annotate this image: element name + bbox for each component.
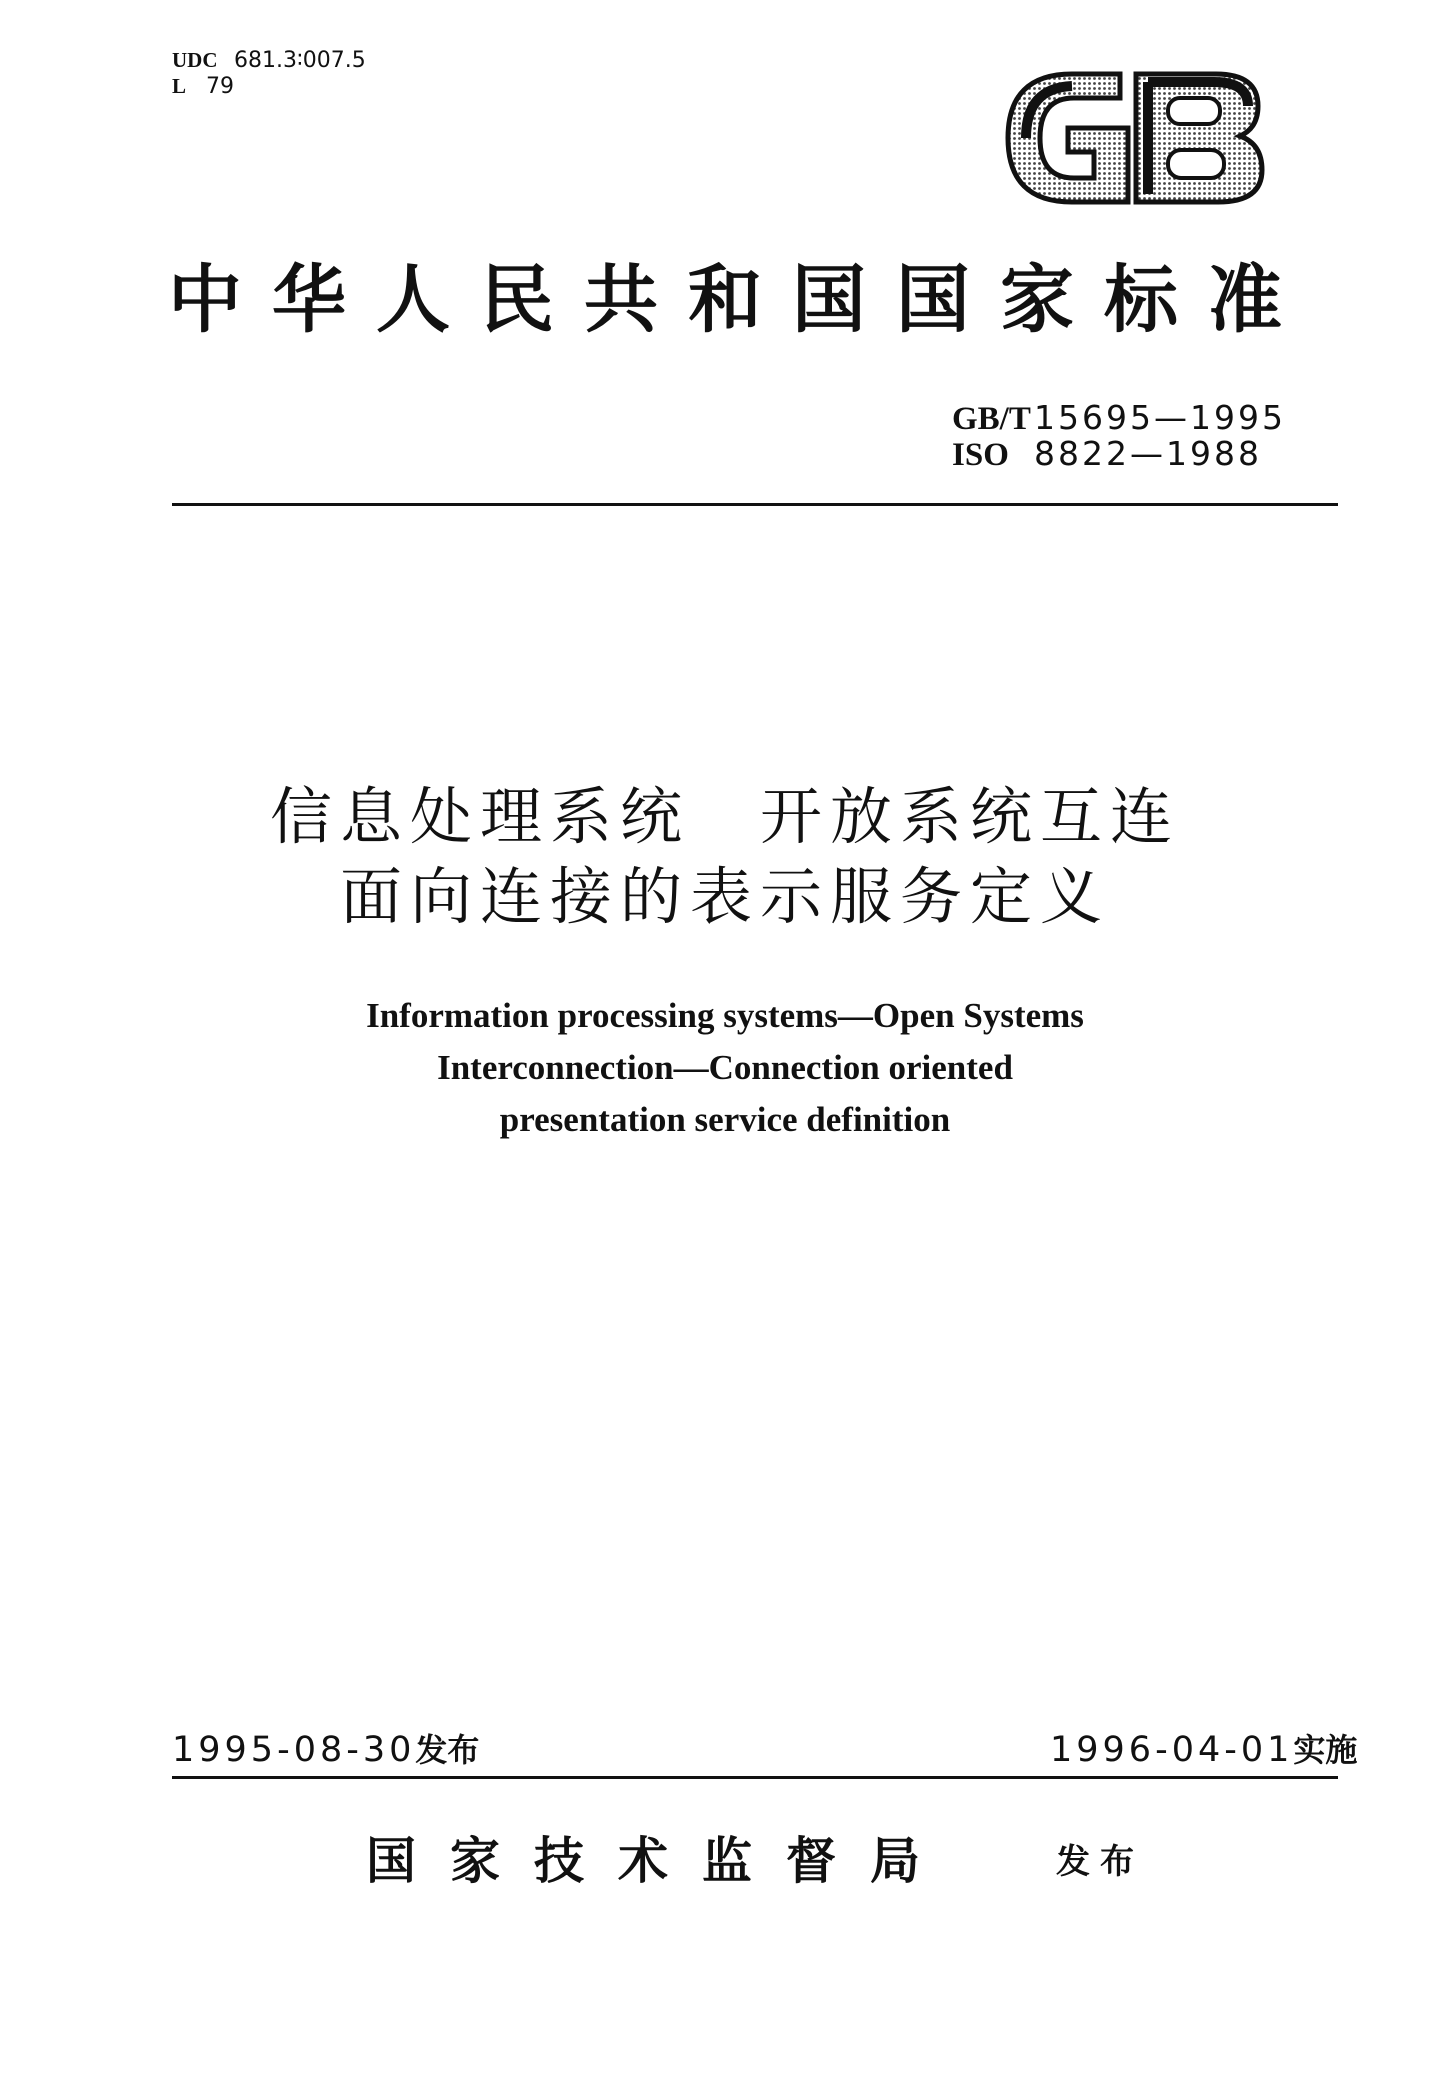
title-en-line-3: presentation service definition — [499, 1100, 951, 1139]
title-en-line-2: Interconnection—Connection oriented — [437, 1048, 1013, 1087]
header-divider — [172, 503, 1338, 506]
national-standard-title: 中华人民共和国国家标准 — [168, 257, 1312, 343]
gb-number: 15695—1995 — [1034, 398, 1286, 437]
title-cn-line-2: 面向连接的表示服务定义 — [339, 860, 1110, 933]
issue-date — [172, 1728, 479, 1772]
class-value: 79 — [206, 74, 234, 99]
udc-label: UDC — [172, 48, 218, 72]
title-cn-line-1: 信息处理系统 开放系统互连 — [269, 780, 1180, 853]
iso-standard-number — [952, 434, 1262, 475]
gb-prefix: GB/T — [952, 401, 1031, 437]
iso-number: 8822—1988 — [1034, 434, 1262, 473]
iso-prefix: ISO — [952, 437, 1009, 473]
effective-date — [1050, 1728, 1357, 1772]
effective-date-label: 实施 — [1293, 1731, 1358, 1769]
udc-value: 681.3∶007.5 — [234, 48, 366, 73]
footer-divider — [172, 1776, 1338, 1779]
issue-date-value: 1995-08-30 — [172, 1730, 416, 1770]
issuer-action: 发布 — [1056, 1842, 1144, 1882]
issue-date-label: 发布 — [415, 1731, 480, 1769]
gb-logo — [1002, 66, 1268, 210]
udc-line — [172, 46, 366, 75]
gb-logo-icon — [1002, 66, 1268, 210]
gb-standard-number — [952, 398, 1286, 439]
class-line — [172, 72, 234, 101]
title-en-line-1: Information processing systems—Open Systems — [366, 996, 1084, 1035]
effective-date-value: 1996-04-01 — [1050, 1730, 1294, 1770]
class-label: L — [172, 74, 187, 98]
issuer-name: 国家技术监督局 — [366, 1831, 954, 1890]
